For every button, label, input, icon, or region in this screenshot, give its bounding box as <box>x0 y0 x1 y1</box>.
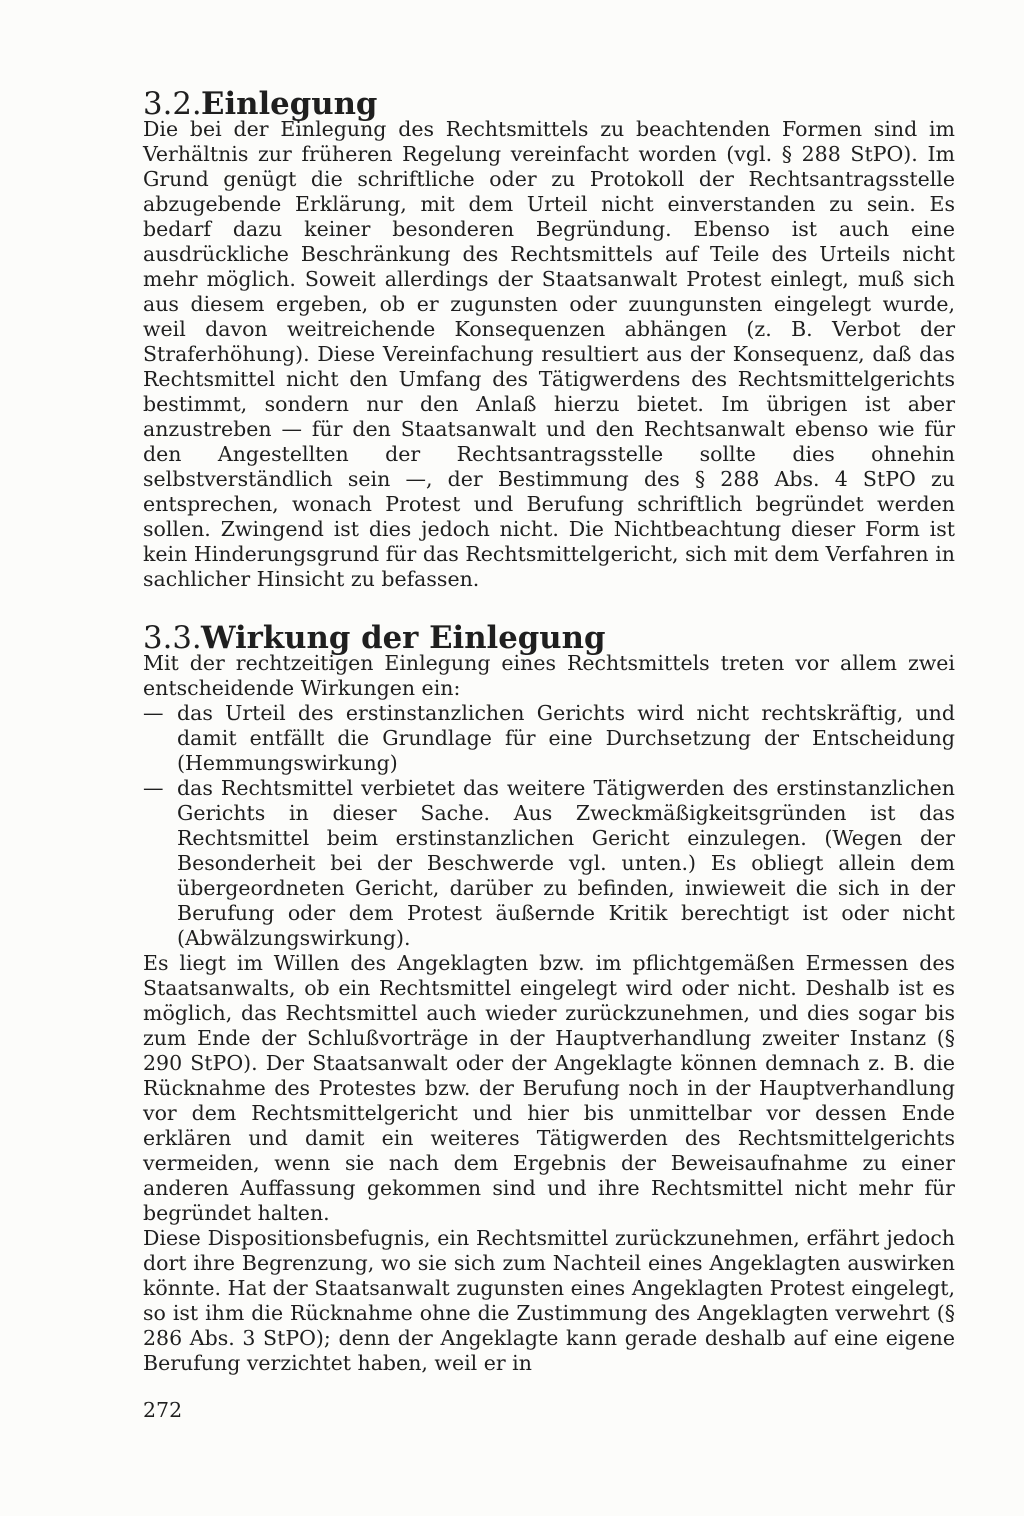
section-heading <box>143 620 955 656</box>
effects-list <box>143 701 955 951</box>
section-3-3 <box>143 620 955 1376</box>
list-item <box>143 776 955 951</box>
section-heading <box>143 86 955 122</box>
section-number: 3.3. <box>143 620 202 656</box>
list-item <box>143 701 955 776</box>
section-number: 3.2. <box>143 86 202 122</box>
page-number: 272 <box>143 1398 183 1422</box>
list-item-text: das Urteil des erstinstanzlichen Gerichts wird nicht rechtskräftig, und damit entfällt die Grundlage für eine Durchsetzung der Entscheidung (Hemmungswirkung) <box>177 701 955 775</box>
intro-paragraph: Mit der rechtzeitigen Einlegung eines Rechtsmittels treten vor allem zwei entscheidende Wirkungen ein: <box>143 651 955 700</box>
page-content <box>143 86 955 1376</box>
body-paragraph: Diese Dispositionsbefugnis, ein Rechtsmittel zurückzunehmen, erfährt jedoch dort ihre Begrenzung, wo sie sich zum Nachteil eines Angeklagten auswirken könnte. Hat der Staatsanwalt zugunsten eines Angeklagten Protest eingelegt, so ist ihm die Rücknahme ohne die Zustimmung des Angeklagten verwehrt (§ 286 Abs. 3 StPO); denn der Angeklagte kann gerade deshalb auf eine eigene Berufung verzichtet haben, weil er in <box>143 1226 955 1375</box>
body-paragraph: Die bei der Einlegung des Rechtsmittels zu beachtenden Formen sind im Verhältnis zur früheren Regelung vereinfacht worden (vgl. § 288 StPO). Im Grund genügt die schriftliche oder zu Protokoll der Rechtsantragsstelle abzugebende Erklärung, mit dem Urteil nicht einverstanden zu sein. Es bedarf dazu keiner besonderen Begründung. Ebenso ist auch eine ausdrückliche Beschränkung des Rechtsmittels auf Teile des Urteils nicht mehr möglich. Soweit allerdings der Staatsanwalt Protest einlegt, muß sich aus diesem ergeben, ob er zugunsten oder zuungunsten eingelegt wurde, weil davon weitreichende Konsequenzen abhängen (z. B. Verbot der Straferhöhung). Diese Vereinfachung resultiert aus der Konsequenz, daß das Rechtsmittel nicht den Umfang des Tätigwerdens des Rechtsmittelgerichts bestimmt, sondern nur den Anlaß hierzu bietet. Im übrigen ist aber anzustreben — für den Staatsanwalt und den Rechtsanwalt ebenso wie für den Angestellten der Rechtsantragsstelle sollte dies ohnehin selbstverständlich sein —, der Bestimmung des § 288 Abs. 4 StPO zu entsprechen, wonach Protest und Berufung schriftlich begründet werden sollen. Zwingend ist dies jedoch nicht. Die Nichtbeachtung dieser Form ist kein Hinderungsgrund für das Rechtsmittelgericht, sich mit dem Verfahren in sachlicher Hinsicht zu befassen. <box>143 117 955 591</box>
dash-bullet: — <box>143 701 164 725</box>
list-item-text: das Rechtsmittel verbietet das weitere Tätigwerden des erstinstanzlichen Gerichts in dieser Sache. Aus Zweckmäßigkeitsgründen ist das Rechtsmittel beim erstinstanzlichen Gericht einzulegen. (Wegen der Besonderheit bei der Beschwerde vgl. unten.) Es obliegt allein dem übergeordneten Gericht, darüber zu befinden, inwieweit die sich in der Berufung oder dem Protest äußernde Kritik berechtigt ist oder nicht (Abwälzungswirkung). <box>177 776 955 950</box>
section-title: Wirkung der Einlegung <box>201 620 606 656</box>
dash-bullet: — <box>143 776 164 800</box>
body-paragraph: Es liegt im Willen des Angeklagten bzw. im pflichtgemäßen Ermessen des Staatsanwalts, ob ein Rechtsmittel eingelegt wird oder nicht. Deshalb ist es möglich, das Rechtsmittel auch wieder zurückzunehmen, und dies sogar bis zum Ende der Schlußvorträge in der Hauptverhandlung zweiter Instanz (§ 290 StPO). Der Staatsanwalt oder der Angeklagte können demnach z. B. die Rücknahme des Protestes bzw. der Berufung noch in der Hauptverhandlung vor dem Rechtsmittelgericht und hier bis unmittelbar vor dessen Ende erklären und damit ein weiteres Tätigwerden des Rechtsmittelgerichts vermeiden, wenn sie nach dem Ergebnis der Beweisaufnahme zu einer anderen Auffassung gekommen sind und ihre Rechtsmittel nicht mehr für begründet halten. <box>143 951 955 1225</box>
section-title: Einlegung <box>201 86 378 122</box>
section-3-2 <box>143 86 955 592</box>
